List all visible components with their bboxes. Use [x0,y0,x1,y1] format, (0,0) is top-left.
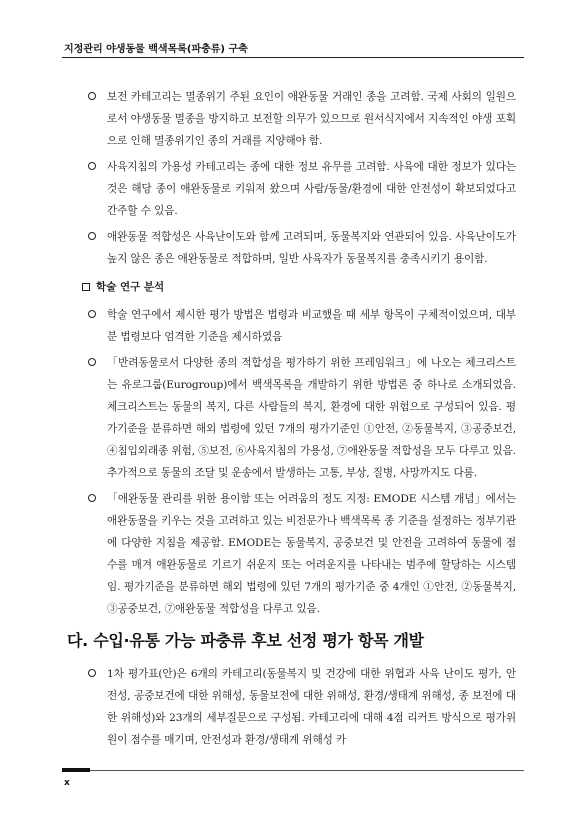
bullet-text: 「애완동물 관리를 위한 용이함 또는 어려움의 정도 지정: EMODE 시스템 개념」에서는 애완동물을 키우는 것을 고려하고 있는 비전문가나 백색목록 종 기준을 설정하는 정부기관에 다양한 지침을 제공함. EMODE는 동물복지, 공중보건 및 안전을 고려하여 동물에 점수를 매겨 애완동물로 기르기 쉬운지 또는 어려운지를 나타내는 범주에 할당하는 시스템임. 평가기준을 분류하면 해외 법령에 있던 7개의 평가기준 중 4개인 ①안전, ②동물복지, ③공중보건, ⑦애완동물 적합성을 다루고 있음. [107,493,516,615]
header-divider [62,57,524,58]
bullet-item [88,86,516,152]
hollow-circle-bullet-icon [88,162,96,170]
footer-divider [62,770,524,771]
bullet-item [88,488,516,620]
footer-accent-bar [62,768,90,772]
bullet-item [88,156,516,222]
bullet-text: 보전 카테고리는 멸종위기 주된 요인이 애완동물 거래인 종을 고려함. 국제 사회의 일원으로서 야생동물 멸종을 방지하고 보전할 의무가 있으므로 원서식지에서 지속적인 야생 포획으로 인해 멸종위기인 종의 거래를 지양해야 함. [107,91,516,147]
bullet-text: 1차 평가표(안)은 6개의 카테고리(동물복지 및 건강에 대한 위협과 사육 난이도 평가, 안전성, 공중보건에 대한 위해성, 동물보전에 대한 위해성, 환경/생태계 위해성, 종 보전에 대한 위해성)와 23개의 세부질문으로 구성됨. 카테고리에 대해 4점 리커트 방식으로 평가위원이 점수를 매기며, 안전성과 환경/생태계 위해성 카 [107,668,516,746]
page-number: x [64,778,70,788]
bullet-text: 학술 연구에서 제시한 평가 방법은 법령과 비교했을 때 세부 항목이 구체적이었으며, 대부분 법령보다 엄격한 기준을 제시하였음 [107,309,516,343]
bullet-list-evaluation [88,663,516,751]
hollow-circle-bullet-icon [88,358,96,366]
subsection-heading-text: 학술 연구 분석 [96,281,165,293]
bullet-item [88,226,516,270]
bullet-text: 애완동물 적합성은 사육난이도와 함께 고려되며, 동물복지와 연관되어 있음. 사육난이도가 높지 않은 종은 애완동물로 적합하며, 일반 사육자가 동물복지를 충족시키기 용이함. [107,231,516,265]
subsection-heading [82,279,164,294]
bullet-list-categories [88,86,516,270]
bullet-list-research [88,304,516,620]
running-header-title: 지정관리 야생동물 백색목록(파충류) 구축 [64,44,248,55]
hollow-circle-bullet-icon [88,232,96,240]
bullet-text: 사육지침의 가용성 카테고리는 종에 대한 정보 유무를 고려함. 사육에 대한 정보가 있다는 것은 해당 종이 애완동물로 키워져 왔으며 사람/동물/환경에 대한 안전성이 확보되었다고 간주할 수 있음. [107,161,516,217]
hollow-circle-bullet-icon [88,669,96,677]
hollow-circle-bullet-icon [88,310,96,318]
bullet-item [88,304,516,348]
hollow-circle-bullet-icon [88,494,96,502]
section-heading: 다. 수입·유통 가능 파충류 후보 선정 평가 항목 개발 [67,631,424,650]
bullet-text: 「반려동물로서 다양한 종의 적합성을 평가하기 위한 프레임워크」에 나오는 체크리스트는 유로그룹(Eurogroup)에서 백색목록을 개발하기 위한 방법론 중 하나로 소개되었음. 체크리스트는 동물의 복지, 다른 사람들의 복지, 환경에 대한 위험으로 구성되어 있음. 평가기준을 분류하면 해외 법령에 있던 7개의 평가기준인 ①안전, ②동물복지, ③공중보건, ④침입외래종 위험, ⑤보전, ⑥사육지침의 가용성, ⑦애완동물 적합성을 모두 다루고 있음. 추가적으로 동물의 조달 및 운송에서 발생하는 고통, 부상, 질병, 사망까지도 다룸. [107,357,516,479]
bullet-item [88,352,516,484]
square-bullet-icon [82,283,90,291]
bullet-item [88,663,516,751]
hollow-circle-bullet-icon [88,92,96,100]
